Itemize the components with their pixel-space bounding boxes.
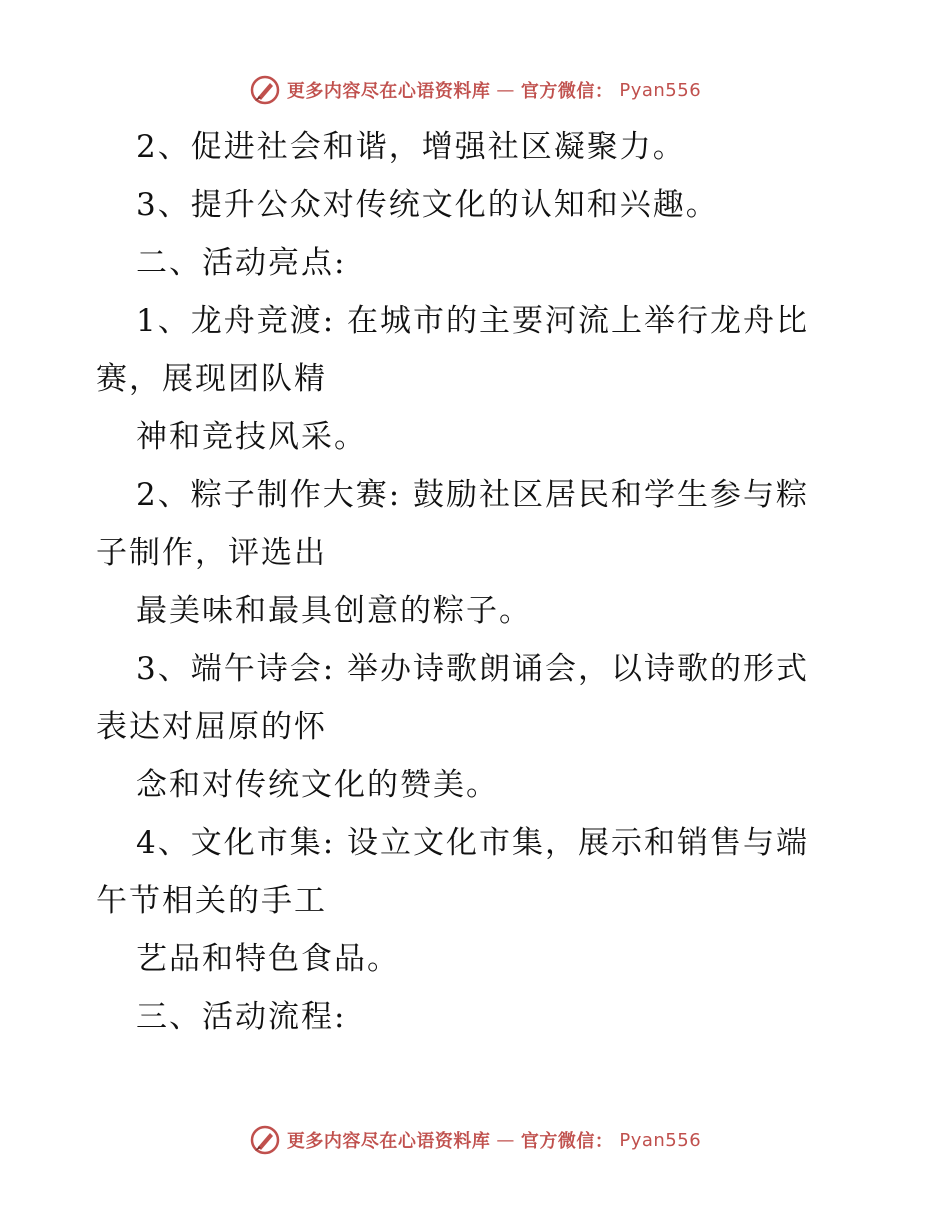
body-line: 3、端午诗会: 举办诗歌朗诵会，以诗歌的形式 [136,651,810,687]
footer-watermark [0,1120,950,1160]
body-line: 4、文化市集: 设立文化市集，展示和销售与端 [136,825,810,861]
body-line: 子制作，评选出 [96,535,327,571]
watermark-wechat-label: 官方微信： [520,1131,614,1152]
watermark-separator: — [496,1129,515,1151]
body-line: 2、促进社会和谐，增强社区凝聚力。 [136,129,686,165]
body-line: 2、粽子制作大赛: 鼓励社区居民和学生参与粽 [136,477,810,513]
body-line: 赛，展现团队精 [96,361,327,397]
header-watermark [0,70,950,110]
body-line: 最美味和最具创意的粽子。 [136,593,532,629]
body-line: 神和竞技风采。 [136,419,367,455]
section-heading: 三、活动流程: [136,999,347,1035]
watermark-text: 更多内容尽在心语资料库 [286,1131,491,1152]
body-line: 3、提升公众对传统文化的认知和兴趣。 [136,187,719,223]
document-body [96,118,836,1046]
section-heading: 二、活动亮点: [136,245,347,281]
body-line: 表达对屈原的怀 [96,709,327,745]
watermark-wechat-id: Pyan556 [619,1129,702,1151]
watermark-wechat-label: 官方微信： [520,81,614,102]
watermark-wechat-id: Pyan556 [619,79,702,101]
body-line: 午节相关的手工 [96,883,327,919]
body-line: 念和对传统文化的赞美。 [136,767,499,803]
watermark-separator: — [496,79,515,101]
body-line: 艺品和特色食品。 [136,941,400,977]
pen-logo-icon [249,1124,281,1156]
watermark-text: 更多内容尽在心语资料库 [286,81,491,102]
pen-logo-icon [249,74,281,106]
body-line: 1、龙舟竞渡: 在城市的主要河流上举行龙舟比 [136,303,810,339]
